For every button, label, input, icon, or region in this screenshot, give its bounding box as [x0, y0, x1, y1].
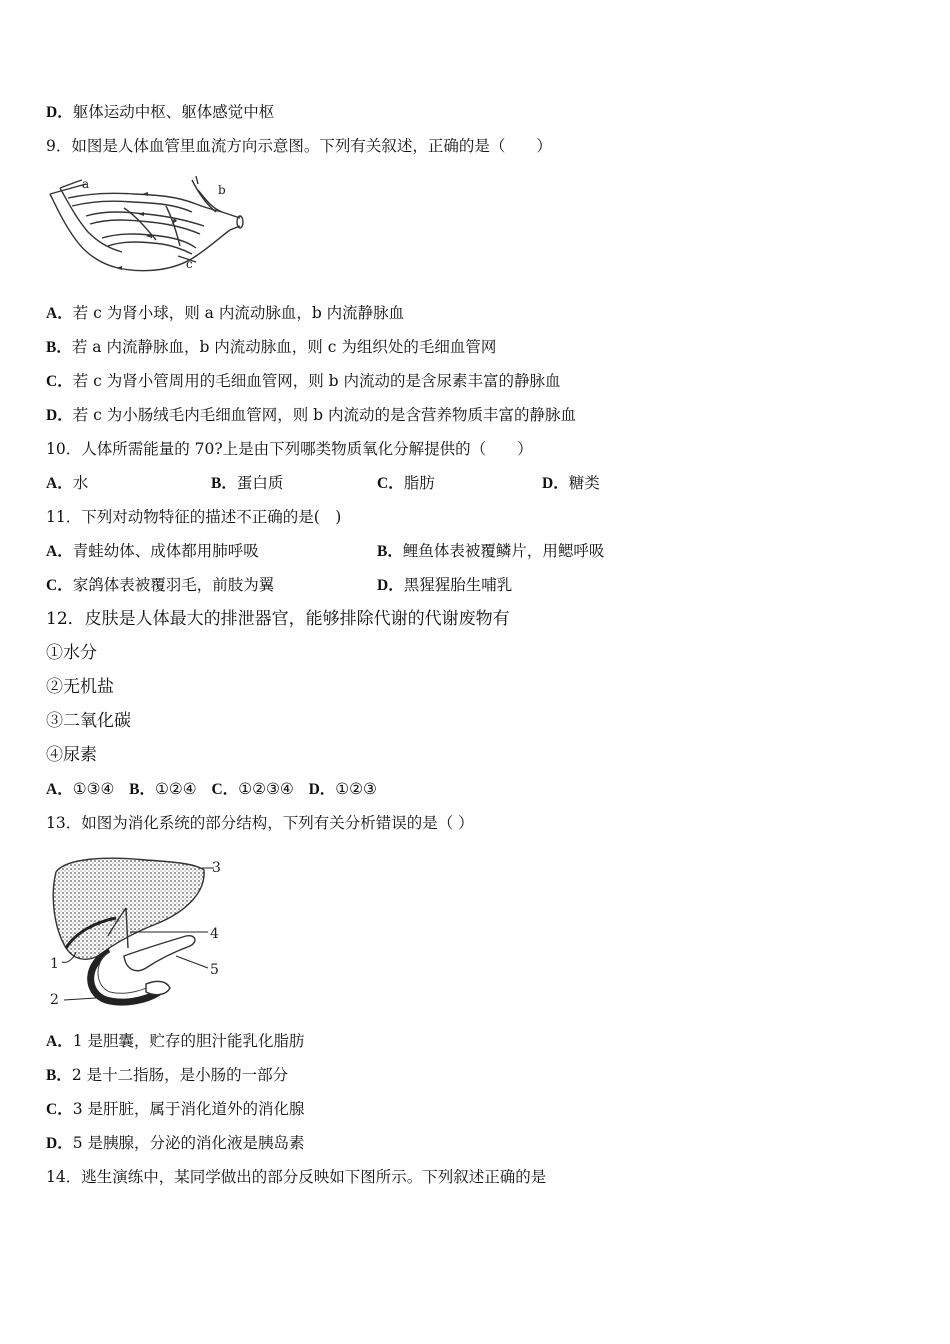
q11-stem: 11．下列对动物特征的描述不正确的是( )	[46, 508, 342, 526]
label-3: 3	[212, 860, 221, 876]
option-label: D．	[308, 781, 336, 798]
option-label: B．	[377, 543, 403, 560]
q13-stem: 13．如图为消化系统的部分结构，下列有关分析错误的是（ ）	[46, 814, 474, 832]
label-4: 4	[210, 926, 219, 942]
option-label: A．	[46, 475, 73, 492]
q8-option-d	[46, 102, 274, 123]
option-text: ①②③④	[238, 780, 294, 798]
option-text: 5 是胰腺，分泌的消化液是胰岛素	[72, 1134, 305, 1152]
option-text: 2 是十二指肠，是小肠的一部分	[71, 1066, 289, 1084]
option-label: C．	[46, 373, 73, 390]
q11-option-c	[46, 575, 274, 596]
option-label: D．	[46, 104, 73, 121]
q10-stem: 10．人体所需能量的 70?上是由下列哪类物质氧化分解提供的（ ）	[46, 440, 533, 458]
q9-option-a	[46, 303, 404, 324]
q11-option-b	[377, 541, 604, 562]
q13-option-b	[46, 1065, 288, 1086]
option-text: 糖类	[568, 474, 600, 492]
option-label: C．	[46, 1101, 73, 1118]
option-label: D．	[377, 577, 404, 594]
option-text: 脂肪	[403, 474, 435, 492]
option-label: A．	[46, 781, 73, 798]
option-text: ①②③	[335, 780, 377, 798]
option-text: 躯体运动中枢、躯体感觉中枢	[72, 103, 275, 121]
option-text: 若 c 为肾小球，则 a 内流动脉血，b 内流静脉血	[72, 304, 405, 322]
option-text: 若 a 内流静脉血，b 内流动脉血，则 c 为组织处的毛细血管网	[71, 338, 497, 356]
label-c: c	[186, 257, 193, 271]
label-2: 2	[50, 992, 59, 1008]
q12-item: ③二氧化碳	[46, 711, 131, 731]
q9-option-b	[46, 337, 496, 358]
option-label: A．	[46, 305, 73, 322]
option-label: A．	[46, 1033, 73, 1050]
q11-option-a	[46, 541, 259, 562]
option-text: 蛋白质	[236, 474, 284, 492]
label-a: a	[82, 177, 90, 191]
q13-option-c	[46, 1099, 305, 1120]
q12-item: ②无机盐	[46, 677, 114, 697]
q9-blood-vessel-figure	[46, 176, 246, 280]
option-text: 3 是肝脏，属于消化道外的消化腺	[72, 1100, 305, 1118]
q9-option-c	[46, 371, 561, 392]
option-text: 若 c 为肾小管周用的毛细血管网，则 b 内流动的是含尿素丰富的静脉血	[72, 372, 561, 390]
option-label: B．	[129, 781, 156, 798]
option-label: D．	[46, 1135, 73, 1152]
q10-option-a	[46, 473, 88, 494]
option-label: B．	[211, 475, 237, 492]
q10-option-b	[211, 473, 283, 494]
option-label: C．	[377, 475, 404, 492]
option-text: 1 是胆囊，贮存的胆汁能乳化脂肪	[72, 1032, 305, 1050]
label-5: 5	[210, 962, 219, 978]
option-label: C．	[46, 577, 73, 594]
q14-stem: 14．逃生演练中，某同学做出的部分反映如下图所示。下列叙述正确的是	[46, 1168, 547, 1186]
option-text: 若 c 为小肠绒毛内毛细血管网，则 b 内流动的是含营养物质丰富的静脉血	[72, 406, 577, 424]
option-text: 水	[72, 474, 89, 492]
option-label: A．	[46, 543, 73, 560]
q9-stem: 9．如图是人体血管里血流方向示意图。下列有关叙述，正确的是（ ）	[46, 137, 552, 155]
label-b: b	[218, 183, 226, 197]
option-text: 鲤鱼体表被覆鳞片，用鳃呼吸	[402, 542, 605, 560]
q13-digestive-figure	[46, 852, 231, 1012]
option-label: B．	[46, 339, 72, 356]
q12-options	[46, 779, 377, 800]
option-text: 黑猩猩胎生哺乳	[403, 576, 513, 594]
q10-option-d	[542, 473, 600, 494]
label-1: 1	[50, 956, 59, 972]
q12-item: ④尿素	[46, 745, 97, 765]
q13-option-d	[46, 1133, 305, 1154]
option-label: B．	[46, 1067, 72, 1084]
q9-option-d	[46, 405, 576, 426]
q12-item: ①水分	[46, 643, 97, 663]
option-label: C．	[211, 781, 239, 798]
q10-option-c	[377, 473, 435, 494]
q13-option-a	[46, 1031, 305, 1052]
option-text: 家鸽体表被覆羽毛，前肢为翼	[72, 576, 275, 594]
q12-stem: 12．皮肤是人体最大的排泄器官，能够排除代谢的代谢废物有	[46, 609, 510, 629]
option-text: ①②④	[155, 780, 197, 798]
option-text: 青蛙幼体、成体都用肺呼吸	[72, 542, 259, 560]
q11-option-d	[377, 575, 512, 596]
option-text: ①③④	[72, 780, 115, 798]
option-label: D．	[46, 407, 73, 424]
option-label: D．	[542, 475, 569, 492]
